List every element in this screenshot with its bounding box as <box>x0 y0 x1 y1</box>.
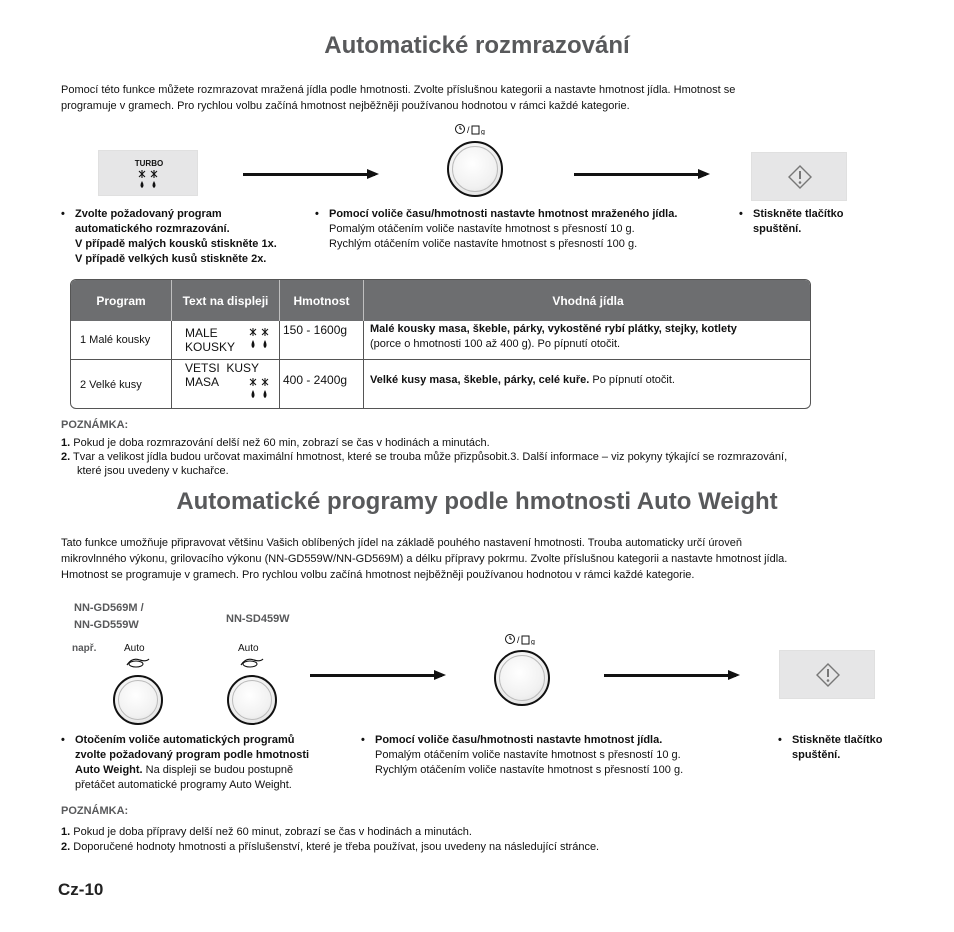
defrost-icon <box>249 378 271 402</box>
time-weight-icon <box>455 123 491 137</box>
step-text: Rychlým otáčením voliče nastavíte hmotnost s přesností 100 g. <box>375 764 684 776</box>
step-text: V případě velkých kusů stiskněte 2x. <box>75 253 267 265</box>
auto-label: Auto <box>238 643 259 654</box>
model-label-gd: NN-GD569M / NN-GD559W <box>74 602 144 631</box>
note-heading: POZNÁMKA: <box>61 419 129 431</box>
display-text: MALE <box>185 326 218 340</box>
table-cell <box>280 359 364 409</box>
note-list <box>61 825 911 855</box>
display-text: VETSI KUSY <box>185 361 260 375</box>
step-text: automatického rozmrazování. <box>75 223 230 235</box>
step-text: zvolte požadovaný program podle hmotnosti <box>75 749 310 761</box>
program-name: 2 Velké kusy <box>80 378 142 391</box>
intro-line: Pomocí této funkce můžete rozmrazovat mražená jídla podle hmotnosti. Zvolte příslušnou kategorii a nastavte hmotnost jídla. Hmotnost se <box>61 84 736 96</box>
note-item: 1. Pokud je doba rozmrazování delší než 60 min, zobrazí se čas v hodinách a minutách. <box>61 437 490 449</box>
step-text: přetáčet automatické programy Auto Weight. <box>75 779 292 791</box>
step-text: Stiskněte tlačítko <box>753 208 844 220</box>
start-button[interactable] <box>751 152 847 201</box>
arrow-right-icon <box>243 173 375 176</box>
step-text: Stiskněte tlačítko <box>792 734 883 746</box>
column-header: Text na displeji <box>172 280 280 321</box>
start-button[interactable] <box>779 650 875 699</box>
time-weight-icon <box>505 633 541 647</box>
intro-line: programuje v gramech. Pro rychlou volbu začíná hmotnost nejběžněji používanou hodnotou v rámci každé kategorie. <box>61 100 630 112</box>
intro-line: Hmotnost se programuje v gramech. Pro rychlou volbu začíná hmotnost nejběžněji používanou hodnotou v rámci každé kategorie. <box>61 569 695 581</box>
table-cell <box>172 359 280 409</box>
auto-weight-step-3: • Stiskněte tlačítko spuštění. <box>778 733 928 763</box>
auto-weight-intro <box>61 535 911 583</box>
step-text: Zvolte požadovaný program <box>75 208 222 220</box>
step-text: spuštění. <box>792 749 841 761</box>
display-text: KOUSKY <box>185 340 236 354</box>
food-description: Velké kusy masa, škeble, párky, celé kuře. <box>370 374 590 386</box>
svg-text:g: g <box>481 129 485 135</box>
defrost-program-table <box>70 279 811 409</box>
auto-weight-step-1: • Otočením voliče automatických programů zvolte požadovaný program podle hmotnosti Auto Weight. Na displeji se budou postupně přetáčet automatické programy Auto Weight. <box>61 733 361 793</box>
food-note: (porce o hmotnosti 100 až 400 g). Po pípnutí otočit. <box>370 338 621 350</box>
note-item: 1. Pokud je doba přípravy delší než 60 minut, zobrazí se čas v hodinách a minutách. <box>61 826 472 838</box>
table-cell <box>280 321 364 359</box>
auto-program-dial[interactable] <box>113 675 163 725</box>
food-category-icon <box>124 655 152 669</box>
auto-label: Auto <box>124 643 145 654</box>
note-list <box>61 436 911 478</box>
column-header: Hmotnost <box>280 280 364 321</box>
section-title-defrost: Automatické rozmrazování <box>324 32 630 59</box>
start-icon <box>816 663 840 687</box>
step-text: Pomocí voliče času/hmotnosti nastavte hmotnost mraženého jídla. <box>329 208 678 220</box>
defrost-step-2: • Pomocí voliče času/hmotnosti nastavte hmotnost mraženého jídla. Pomalým otáčením voliče nastavíte hmotnost s přesností 10 g. Rychlým otáčením voliče nastavíte hmotnost s přesností 100 g. <box>315 207 735 252</box>
column-header: Vhodná jídla <box>552 293 624 308</box>
model-label-sd: NN-SD459W <box>226 613 290 625</box>
example-label: např. <box>72 643 97 654</box>
section-title-auto-weight: Automatické programy podle hmotnosti Auto Weight <box>176 488 778 515</box>
svg-text:/: / <box>517 635 520 645</box>
column-header: Program <box>71 280 172 321</box>
start-icon <box>788 165 812 189</box>
table-cell <box>364 359 811 409</box>
arrow-right-icon <box>604 674 736 677</box>
time-weight-dial[interactable] <box>494 650 550 706</box>
arrow-right-icon <box>310 674 442 677</box>
arrow-right-icon <box>574 173 706 176</box>
step-text: Pomocí voliče času/hmotnosti nastavte hmotnost jídla. <box>375 734 663 746</box>
note-item: 2. Tvar a velikost jídla budou určovat maximální hmotnost, které se trouba může přizpůsobit.3. Další informace – viz pokyny týkající se rozmrazování, <box>61 451 788 463</box>
defrost-step-1: • Zvolte požadovaný program automatického rozmrazování. V případě malých kousků stiskněte 1x. V případě velkých kusů stiskněte 2x. <box>61 207 321 267</box>
intro-line: Tato funkce umožňuje připravovat většinu Vašich oblíbených jídel na základě pouhého nastavení hmotnosti. Trouba automaticky určí úroveň <box>61 537 742 549</box>
program-name: 1 Malé kousky <box>80 334 151 346</box>
food-category-icon <box>238 655 266 669</box>
defrost-icon <box>137 169 161 193</box>
table-cell <box>364 321 811 359</box>
display-text: MASA <box>185 375 220 389</box>
weight-range: 400 - 2400g <box>283 373 348 387</box>
turbo-defrost-button[interactable] <box>98 150 198 196</box>
defrost-intro <box>61 82 901 114</box>
table-cell <box>71 359 172 409</box>
defrost-step-3: • Stiskněte tlačítko spuštění. <box>739 207 899 237</box>
note-item-continuation: které jsou uvedeny v kuchařce. <box>77 465 229 477</box>
table-cell <box>71 321 172 359</box>
step-text: V případě malých kousků stiskněte 1x. <box>75 238 277 250</box>
note-heading: POZNÁMKA: <box>61 805 129 817</box>
step-text: Otočením voliče automatických programů <box>75 734 295 746</box>
food-note: Po pípnutí otočit. <box>592 374 675 386</box>
intro-line: mikrovlnného výkonu, grilovacího výkonu (NN-GD559W/NN-GD569M) a délku přípravy pokrmu. Zvolte příslušnou kategorii a nastavte hmotnost jídla. <box>61 553 788 565</box>
step-text: Pomalým otáčením voliče nastavíte hmotnost s přesností 10 g. <box>375 749 681 761</box>
step-text: Rychlým otáčením voliče nastavíte hmotnost s přesností 100 g. <box>329 238 638 250</box>
turbo-label: TURBO <box>134 159 164 168</box>
svg-text:g: g <box>531 639 535 645</box>
table-cell <box>172 321 280 359</box>
food-description: Malé kousky masa, škeble, párky, vykostěné rybí plátky, stejky, kotlety <box>370 323 737 335</box>
auto-program-dial[interactable] <box>227 675 277 725</box>
step-text: spuštění. <box>753 223 802 235</box>
weight-range: 150 - 1600g <box>283 323 348 337</box>
auto-weight-step-2: • Pomocí voliče času/hmotnosti nastavte hmotnost jídla. Pomalým otáčením voliče nastavíte hmotnost s přesností 10 g. Rychlým otáčením voliče nastavíte hmotnost s přesností 100 g. <box>361 733 761 778</box>
time-weight-dial[interactable] <box>447 141 503 197</box>
defrost-icon <box>249 328 271 352</box>
note-item: 2. Doporučené hodnoty hmotnosti a příslušenství, které je třeba používat, jsou uvedeny na následující stránce. <box>61 841 600 853</box>
page-number: Cz-10 <box>58 880 104 899</box>
step-text: Pomalým otáčením voliče nastavíte hmotnost s přesností 10 g. <box>329 223 635 235</box>
svg-text:/: / <box>467 125 470 135</box>
